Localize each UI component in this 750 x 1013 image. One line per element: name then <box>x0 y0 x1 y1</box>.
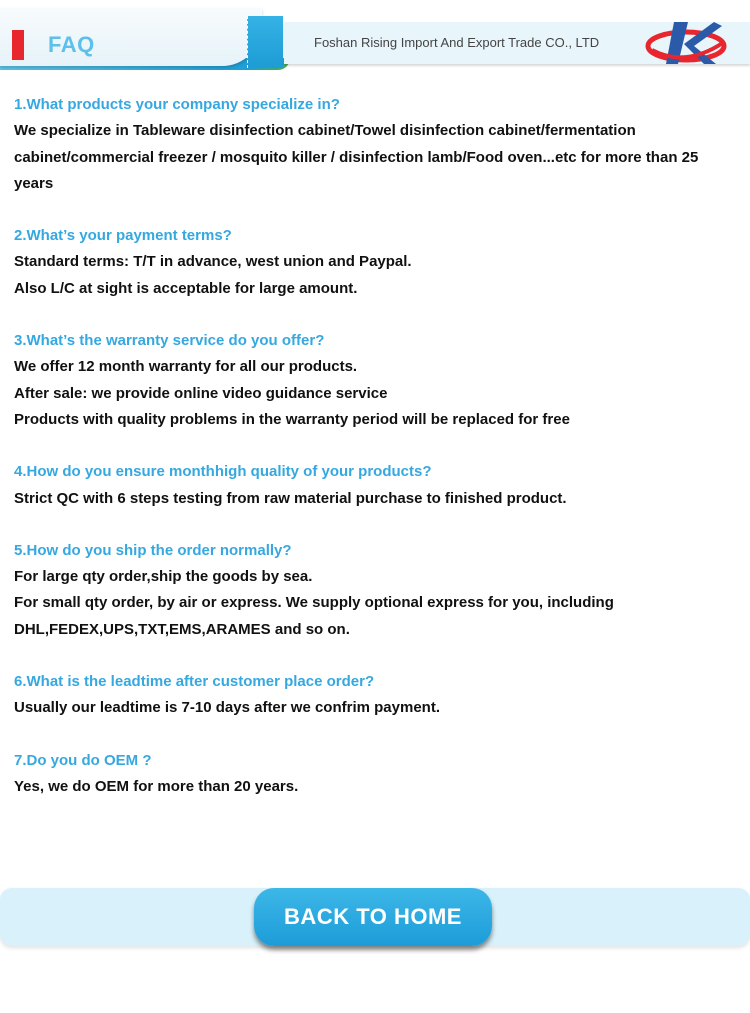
faq-item <box>14 328 738 433</box>
faq-tab <box>0 8 262 66</box>
faq-list <box>14 92 738 826</box>
company-logo-icon <box>644 16 728 70</box>
faq-question: 5.How do you ship the order normally? <box>14 541 292 559</box>
faq-answer: Yes, we do OEM for more than 20 years. <box>14 777 299 795</box>
faq-item <box>14 459 738 512</box>
page-header <box>0 0 750 78</box>
faq-question: 1.What products your company specialize in? <box>14 96 340 113</box>
faq-answer: Strict QC with 6 steps testing from raw material purchase to finished product. <box>14 489 567 507</box>
faq-item <box>14 223 738 302</box>
faq-answer: We offer 12 month warranty for all our products. <box>14 358 358 376</box>
faq-answer: After sale: we provide online video guidance service <box>14 384 388 402</box>
red-marker <box>12 30 24 60</box>
faq-question: 3.What’s the warranty service do you offer? <box>14 332 325 350</box>
header-divider <box>247 16 283 68</box>
faq-answer: Usually our leadtime is 7-10 days after we confrim payment. <box>14 699 440 717</box>
faq-answer: Standard terms: T/T in advance, west union and Paypal. <box>14 253 412 271</box>
faq-item <box>14 92 738 197</box>
faq-answer: We specialize in Tableware disinfection cabinet/Towel disinfection cabinet/fermentation cabinet/commercial freezer / mosquito killer / disinfection lamb/Food oven...etc for more than 25 years <box>14 122 699 192</box>
faq-answer: Also L/C at sight is acceptable for large amount. <box>14 279 358 297</box>
faq-question: 2.What’s your payment terms? <box>14 227 232 245</box>
faq-item <box>14 669 738 722</box>
page-title: FAQ <box>48 32 95 57</box>
faq-answer: Products with quality problems in the warranty period will be replaced for free <box>14 410 570 428</box>
faq-question: 6.What is the leadtime after customer place order? <box>14 673 375 691</box>
faq-answer: For large qty order,ship the goods by sea. <box>14 568 313 586</box>
faq-question: 4.How do you ensure monthhigh quality of your products? <box>14 463 432 481</box>
faq-item <box>14 748 738 801</box>
back-to-home-button[interactable]: BACK TO HOME <box>254 888 492 946</box>
faq-answer: For small qty order, by air or express. We supply optional express for you, including DHL,FEDEX,UPS,TXT,EMS,ARAMES and so on. <box>14 594 614 638</box>
faq-item <box>14 538 738 643</box>
company-name: Foshan Rising Import And Export Trade CO., LTD <box>314 35 600 50</box>
faq-question: 7.Do you do OEM ? <box>14 751 152 769</box>
